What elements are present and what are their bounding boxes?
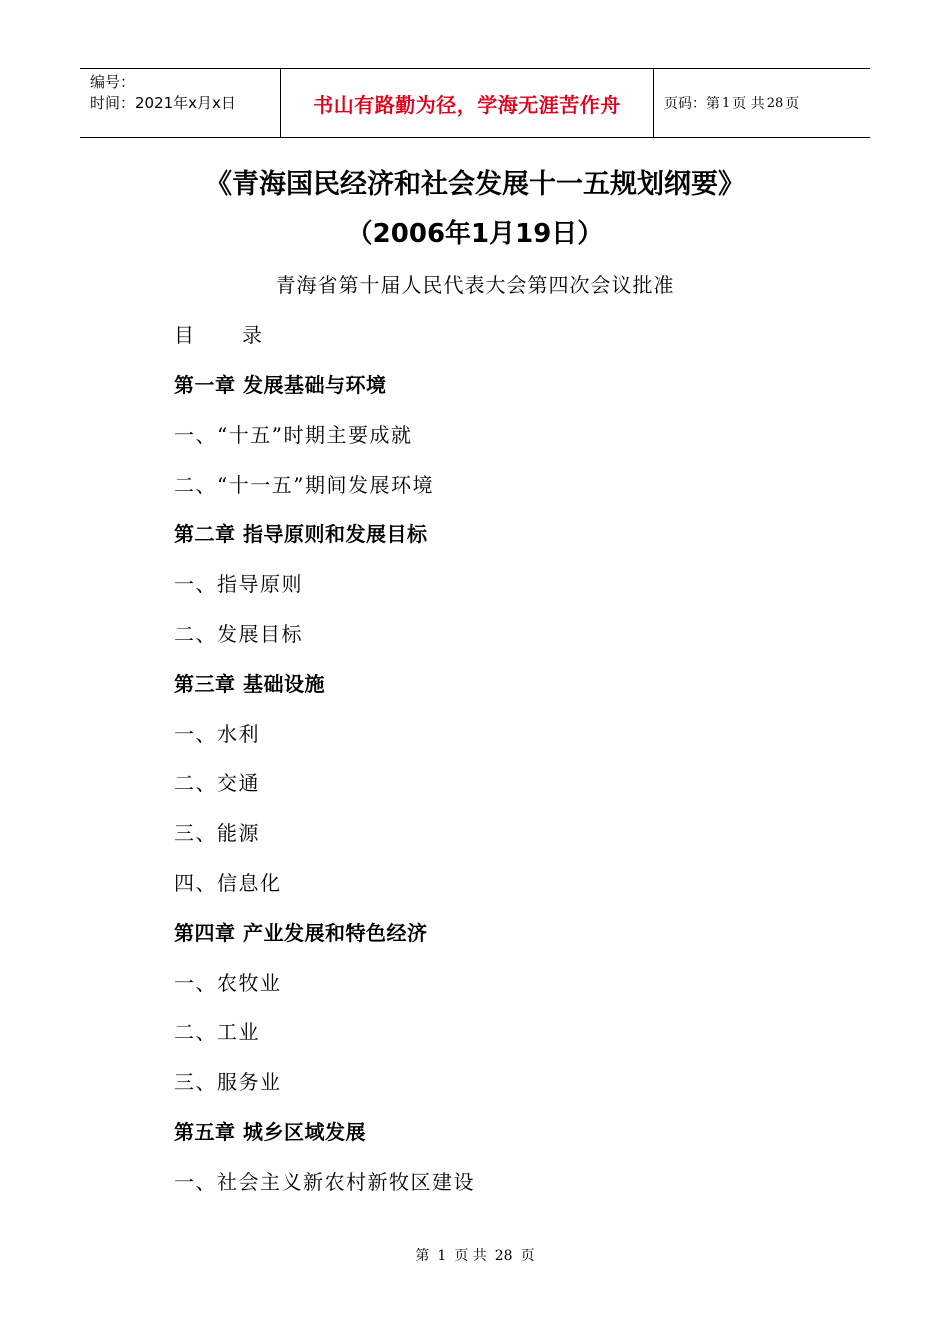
- toc-section: 二、工业: [174, 1020, 260, 1045]
- toc-heading-char-2: 录: [242, 323, 262, 347]
- toc-section: 三、服务业: [174, 1070, 282, 1095]
- toc-section: 一、农牧业: [174, 970, 282, 995]
- header-page-prefix: 页码：第: [664, 96, 720, 112]
- toc-section: 二、发展目标: [174, 621, 303, 646]
- header-page-suffix: 页: [785, 96, 800, 112]
- toc-section: 四、信息化: [174, 870, 282, 895]
- table-of-contents: [174, 369, 475, 1216]
- toc-chapter: 第五章 城乡区域发展: [174, 1119, 366, 1144]
- footer-mid: 页 共: [454, 1248, 487, 1264]
- toc-section: 一、指导原则: [174, 572, 303, 597]
- document-title: 《青海国民经济和社会发展十一五规划纲要》: [205, 169, 745, 200]
- page-footer: [0, 1246, 950, 1266]
- toc-section: 一、社会主义新农村新牧区建设: [174, 1169, 475, 1194]
- footer-total: 28: [494, 1248, 513, 1264]
- footer-suffix: 页: [520, 1248, 535, 1264]
- toc-section: 二、交通: [174, 771, 260, 796]
- document-date: （2006年1月19日）: [346, 219, 604, 249]
- toc-section: 三、能源: [174, 821, 260, 846]
- page-header: [80, 68, 870, 138]
- document-time-label: 时间：2021年x月x日: [90, 94, 236, 112]
- document-number-label: 编号：: [90, 73, 136, 91]
- toc-heading-char-1: 目: [174, 323, 194, 347]
- toc-chapter: 第三章 基础设施: [174, 671, 325, 696]
- document-approval: 青海省第十届人民代表大会第四次会议批准: [275, 273, 675, 297]
- toc-section: 一、“十五”时期主要成就: [174, 422, 413, 447]
- toc-chapter: 第一章 发展基础与环境: [174, 373, 387, 397]
- header-meta: [80, 69, 281, 137]
- header-page-info: [654, 69, 870, 137]
- toc-chapter: 第二章 指导原则和发展目标: [174, 522, 428, 547]
- toc-heading: [174, 320, 262, 350]
- footer-prefix: 第: [415, 1248, 430, 1264]
- header-page-mid: 页 共: [732, 96, 765, 112]
- toc-section: 二、“十一五”期间发展环境: [174, 472, 434, 497]
- footer-current: 1: [437, 1248, 447, 1264]
- header-page-total: 28: [766, 95, 784, 111]
- header-motto: 书山有路勤为径，学海无涯苦作舟: [281, 69, 654, 137]
- header-page-current: 1: [722, 95, 731, 111]
- toc-section: 一、水利: [174, 721, 260, 746]
- toc-chapter: 第四章 产业发展和特色经济: [174, 920, 428, 945]
